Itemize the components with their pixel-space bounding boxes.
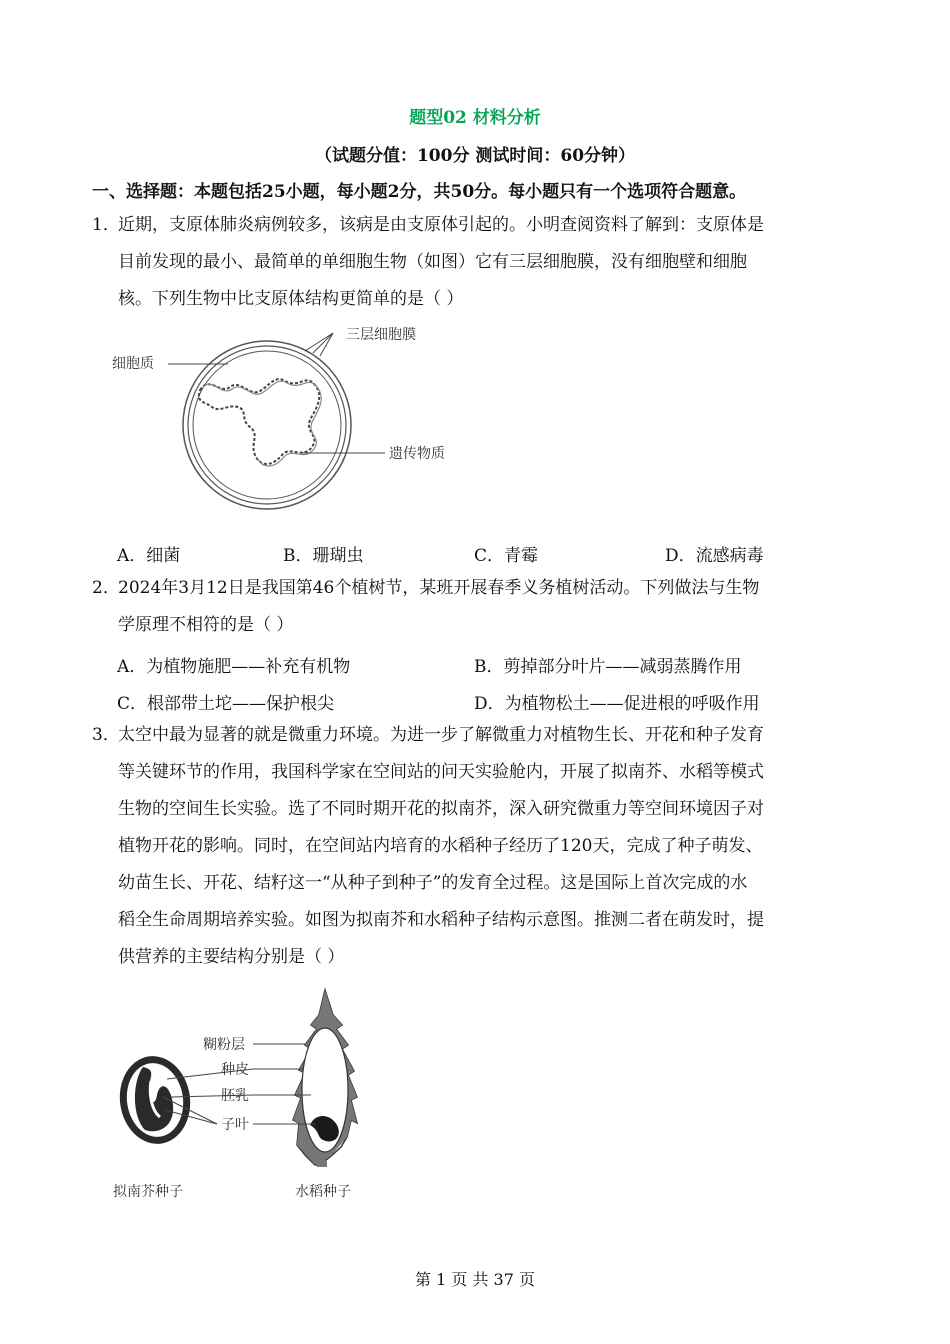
option-a[interactable]: A．为植物施肥——补充有机物 xyxy=(117,657,351,677)
question-number: 3． xyxy=(92,725,120,745)
rice-seed-icon xyxy=(293,990,357,1167)
question-text-line: 2024年3月12日是我国第46个植树节，某班开展春季义务植树活动。下列做法与生物 xyxy=(118,578,760,598)
page-title: 题型02 材料分析 xyxy=(409,108,541,128)
option-c[interactable]: C．青霉 xyxy=(474,546,539,566)
question-text-line: 近期，支原体肺炎病例较多，该病是由支原体引起的。小明查阅资料了解到：支原体是 xyxy=(118,215,764,235)
label-genetic-material: 遗传物质 xyxy=(389,446,445,462)
label-membrane: 三层细胞膜 xyxy=(346,327,416,343)
option-a[interactable]: A．细菌 xyxy=(117,546,181,566)
option-d[interactable]: D．为植物松土——促进根的呼吸作用 xyxy=(474,694,760,714)
label-endosperm: 胚乳 xyxy=(221,1088,249,1104)
option-b[interactable]: B．剪掉部分叶片——减弱蒸腾作用 xyxy=(474,657,742,677)
label-cotyledon: 子叶 xyxy=(221,1117,249,1133)
section-heading: 一、选择题：本题包括25小题，每小题2分，共50分。每小题只有一个选项符合题意。 xyxy=(92,182,747,202)
question-text-line: 植物开花的影响。同时，在空间站内培育的水稻种子经历了120天，完成了种子萌发、 xyxy=(118,836,763,856)
question-text-line: 稻全生命周期培养实验。如图为拟南芥和水稻种子结构示意图。推测二者在萌发时，提 xyxy=(118,910,764,930)
question-text-line: 等关键环节的作用，我国科学家在空间站的问天实验舱内，开展了拟南芥、水稻等模式 xyxy=(118,762,764,782)
question-1 xyxy=(92,207,862,318)
question-text-line: 供营养的主要结构分别是（ ） xyxy=(118,947,345,967)
label-rice-seed: 水稻种子 xyxy=(295,1184,351,1200)
question-text-line: 学原理不相符的是（ ） xyxy=(118,615,294,635)
seed-structure-figure xyxy=(105,985,385,1205)
question-3 xyxy=(92,717,862,976)
question-number: 1． xyxy=(92,215,120,235)
question-text-line: 目前发现的最小、最简单的单细胞生物（如图）它有三层细胞膜，没有细胞壁和细胞 xyxy=(118,252,747,272)
question-text-line: 太空中最为显著的就是微重力环境。为进一步了解微重力对植物生长、开花和种子发育 xyxy=(118,725,764,745)
question-text-line: 生物的空间生长实验。选了不同时期开花的拟南芥，深入研究微重力等空间环境因子对 xyxy=(118,799,764,819)
dna-strand-icon xyxy=(199,379,319,464)
question-text-line: 核。下列生物中比支原体结构更简单的是（ ） xyxy=(118,289,464,309)
mycoplasma-figure xyxy=(100,315,480,530)
question-2 xyxy=(92,570,862,644)
label-seed-coat: 种皮 xyxy=(221,1062,249,1078)
option-b[interactable]: B．珊瑚虫 xyxy=(283,546,364,566)
label-arabidopsis-seed: 拟南芥种子 xyxy=(113,1184,183,1200)
question-number: 2． xyxy=(92,578,120,598)
label-aleurone: 糊粉层 xyxy=(203,1037,245,1053)
arabidopsis-seed-icon xyxy=(114,1052,196,1149)
page-subtitle: （试题分值：100分 测试时间：60分钟） xyxy=(314,146,636,166)
question-text-line: 幼苗生长、开花、结籽这一“从种子到种子”的发育全过程。这是国际上首次完成的水 xyxy=(118,873,748,893)
label-cytoplasm: 细胞质 xyxy=(112,356,154,372)
page-footer: 第 1 页 共 37 页 xyxy=(415,1270,535,1289)
option-c[interactable]: C．根部带土坨——保护根尖 xyxy=(117,694,335,714)
option-d[interactable]: D．流感病毒 xyxy=(665,546,764,566)
